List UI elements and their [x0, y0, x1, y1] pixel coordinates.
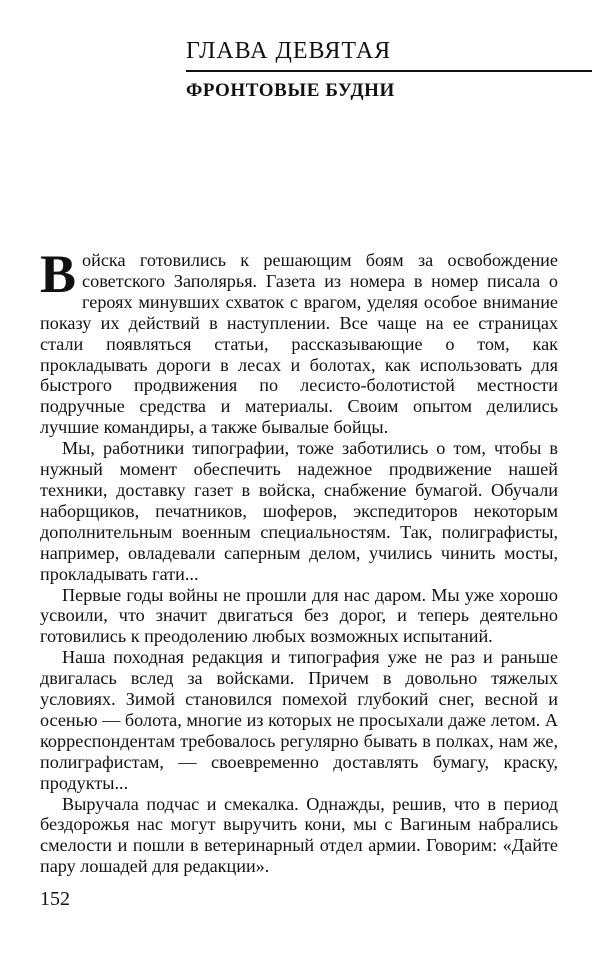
page-number: 152 — [40, 888, 70, 910]
chapter-heading: ГЛАВА ДЕВЯТАЯ — [186, 38, 392, 64]
chapter-rule — [186, 70, 592, 72]
drop-cap: В — [40, 244, 77, 304]
paragraph-5: Выручала подчас и смекалка. Однажды, решив, что в период бездорожья нас могут выручить кони, мы с Вагиным набрались смелости и пошли в ветеринарный отдел армии. Говорим: «Дайте пару лошадей для редакции». — [40, 793, 558, 877]
paragraph-1 — [40, 244, 558, 438]
chapter-title: ФРОНТОВЫЕ БУДНИ — [186, 80, 395, 101]
paragraph-3: Первые годы войны не прошли для нас даром. Мы уже хорошо усвоили, что значит двигаться без дорог, и теперь деятельно готовились к преодолению любых возможных испытаний. — [40, 584, 558, 647]
body-text — [40, 244, 558, 877]
paragraph-4: Наша походная редакция и типография уже не раз и раньше двигалась вслед за войсками. Причем в довольно тяжелых условиях. Зимой становился помехой глубокий снег, весной и осенью — болота, многие из которых не просыхали даже летом. А корреспондентам требовалось регулярно бывать в полках, нам же, полиграфистам, — своевременно доставлять бумагу, краску, продукты... — [40, 647, 558, 793]
book-page — [40, 0, 558, 958]
paragraph-1-text: ойска готовились к решающим боям за освобождение советского Заполярья. Газета из номера в номер писала о героях минувших схваток с врагом, уделяя особое внимание показу их действий в наступлении. Все чаще на ее страницах стали появляться статьи, рассказывающие о том, как прокладывать дороги в лесах и болотах, как использовать для быстрого продвижения по лесисто-болотистой местности подручные средства и материалы. Своим опытом делились лучшие командиры, а также бывалые бойцы. — [40, 250, 558, 438]
paragraph-2: Мы, работники типографии, тоже заботились о том, чтобы в нужный момент обеспечить надежное продвижение нашей техники, доставку газет в войска, снабжение бумагой. Обучали наборщиков, печатников, шоферов, экспедиторов некоторым дополнительным военным специальностям. Так, полиграфисты, например, овладевали саперным делом, учились чинить мосты, прокладывать гати... — [40, 438, 558, 584]
